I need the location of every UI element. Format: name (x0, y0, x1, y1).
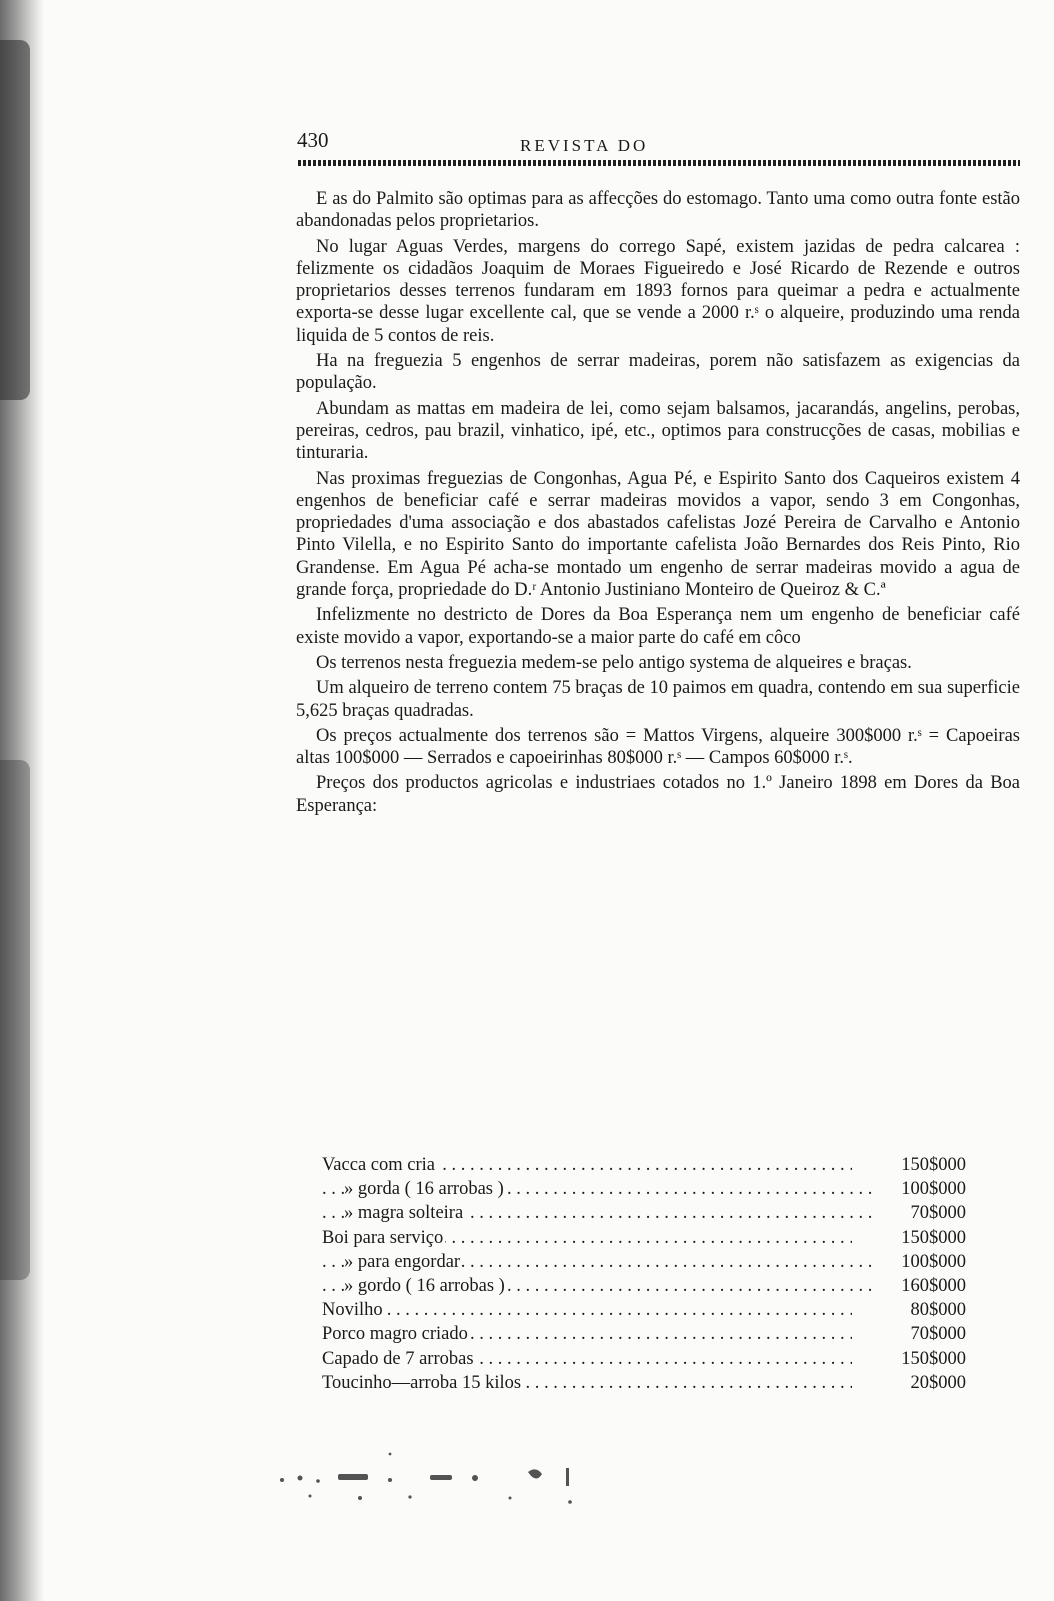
price-value: 100$000 (901, 1251, 966, 1272)
price-label: » magra solteira (344, 1203, 464, 1224)
price-label: » gorda ( 16 arrobas ) (344, 1179, 504, 1200)
price-value: 100$000 (901, 1179, 966, 1200)
body-text (296, 188, 1020, 820)
price-row (322, 1250, 972, 1274)
paragraph: Abundam as mattas em madeira de lei, como sejam balsamos, jacarandás, angelins, perobas, pereiras, cedros, pau brazil, vinhatico, ipé, etc., optimos para construcções de casas, mobilias e tinturaria. (296, 398, 1020, 464)
price-label: Capado de 7 arrobas (322, 1348, 474, 1369)
price-value: 150$000 (901, 1155, 966, 1175)
paragraph: Nas proximas freguezias de Congonhas, Agua Pé, e Espirito Santo dos Caqueiros existem 4 engenhos de beneficiar café e serrar madeiras movidos a vapor, sendo 3 em Congonhas, propriedades d'uma associação e dos abastados cafelistas Jozé Pereira de Carvalho e Antonio Pinto Vilella, e no Espirito Santo do importante cafelista João Bernardes dos Reis Pinto, Rio Grandense. Em Agua Pé acha-se montado um engenho de serrar madeiras movido a agua de grande força, propriedade do D.ʳ Antonio Justiniano Monteiro de Queiroz & C.ª (296, 468, 1020, 601)
price-value: 70$000 (910, 1324, 966, 1345)
price-row (322, 1201, 972, 1225)
price-value: 150$000 (901, 1348, 966, 1369)
price-label: Porco magro criado (322, 1324, 468, 1345)
price-value: 150$000 (901, 1227, 966, 1248)
price-label: » gordo ( 16 arrobas ) (344, 1275, 505, 1296)
price-value: 70$000 (910, 1203, 966, 1224)
paragraph: No lugar Aguas Verdes, margens do corrego Sapé, existem jazidas de pedra calcarea : felizmente os cidadãos Joaquim de Moraes Figueiredo e José Ricardo de Rezende e outros proprietarios desses terrenos fundaram em 1893 fornos para queimar a pedra e actualmente exporta-se desse lugar excellente cal, que se vende a 2000 r.ˢ o alqueire, produzindo uma renda liquida de 5 contos de reis. (296, 236, 1020, 346)
paragraph: Os preços actualmente dos terrenos são = Mattos Virgens, alqueire 300$000 r.ˢ = Capoeiras altas 100$000 — Serrados e capoeirinhas 80$000 r.ˢ — Campos 60$000 r.ˢ. (296, 725, 1020, 769)
price-row (322, 1347, 972, 1371)
price-row (322, 1298, 972, 1322)
paragraph: E as do Palmito são optimas para as affecções do estomago. Tanto uma como outra fonte estão abandonadas pelos proprietarios. (296, 189, 1020, 232)
price-label: » para engordar (344, 1251, 461, 1272)
paragraph: Preços dos productos agricolas e industriaes cotados no 1.º Janeiro 1898 em Dores da Boa Esperança: (296, 773, 1020, 816)
price-label: Novilho (322, 1300, 383, 1321)
price-value: 20$000 (910, 1372, 966, 1393)
paragraph: Um alqueiro de terreno contem 75 braças de 10 paimos em quadra, contendo em sua superficie 5,625 braças quadradas. (296, 678, 1020, 721)
print-smudge (270, 1440, 610, 1510)
price-row (322, 1153, 972, 1177)
price-value: 80$000 (910, 1300, 966, 1321)
page-number: 430 (297, 128, 329, 152)
book-binding-edge (0, 0, 44, 1601)
price-row (322, 1274, 972, 1298)
price-row (322, 1322, 972, 1346)
binding-shadow (0, 40, 30, 400)
binding-shadow (0, 760, 30, 1280)
price-list (322, 1153, 972, 1395)
price-label: Vacca com cria (322, 1155, 435, 1175)
paragraph: Ha na freguezia 5 engenhos de serrar madeiras, porem não satisfazem as exigencias da população. (296, 351, 1020, 394)
price-row (322, 1177, 972, 1201)
price-value: 160$000 (901, 1275, 966, 1296)
running-head: REVISTA DO (520, 136, 649, 155)
paragraph: Infelizmente no destricto de Dores da Boa Esperança nem um engenho de beneficiar café existe movido a vapor, exportando-se a maior parte do café em côco (296, 605, 1020, 648)
price-label: Boi para serviço (322, 1227, 444, 1248)
header-rule (298, 160, 1020, 166)
price-row (322, 1371, 972, 1395)
paragraph: Os terrenos nesta freguezia medem-se pelo antigo systema de alqueires e braças. (316, 652, 912, 673)
price-label: Toucinho—arroba 15 kilos (322, 1372, 522, 1393)
price-row (322, 1226, 972, 1250)
